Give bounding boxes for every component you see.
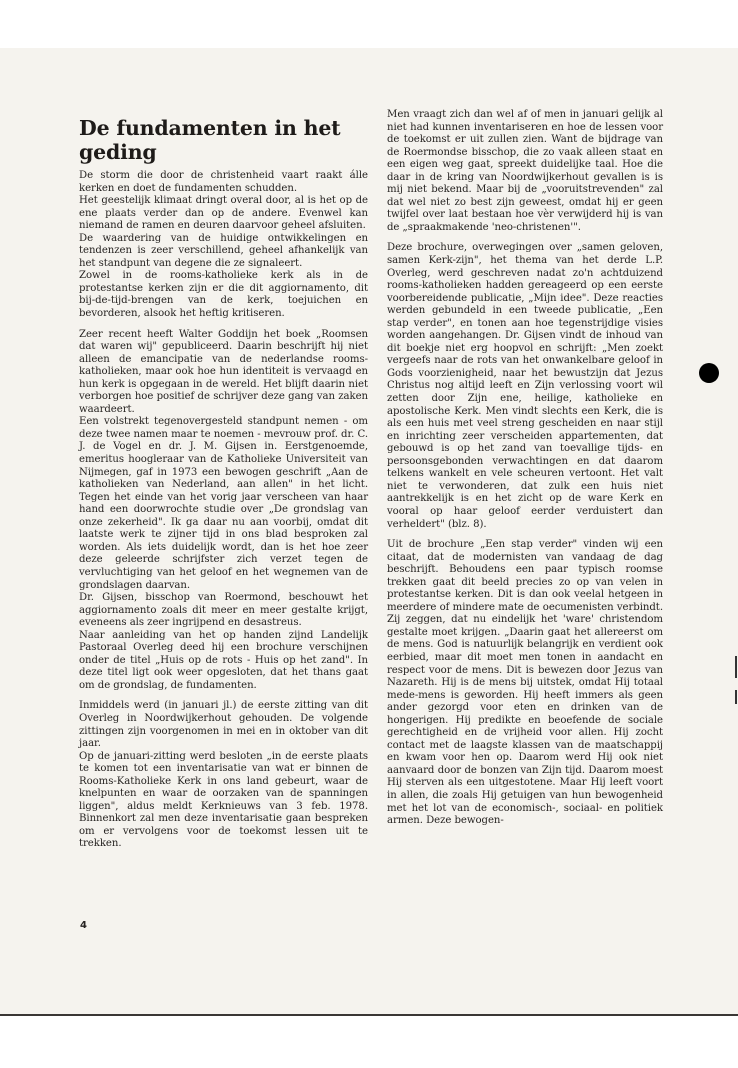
binding-edge-mark xyxy=(735,656,737,678)
paragraph: Inmiddels werd (in januari jl.) de eerste zitting van dit Overleg in Noordwijkerhout gehouden. De volgende zittingen zijn voorgenomen in mei en in oktober van dit jaar. xyxy=(79,700,368,750)
left-column xyxy=(79,112,368,851)
paragraph: Men vraagt zich dan wel af of men in januari gelijk al niet had kunnen inventariseren en hoe de lessen voor de toekomst er uit zullen zien. Want de bijdrage van de Roermondse bisschop, die zo vaak alleen staat en een eigen weg gaat, spreekt duidelijke taal. Hoe die daar in de kring van Noordwijkerhout gevallen is is mij niet bekend. Maar bij de „vooruitstrevenden" zal dat wel niet zo best zijn geweest, omdat hij er geen twijfel over laat bestaan hoe vèr verwijderd hij is van de „spraakmakende 'neo-christenen'". xyxy=(387,109,663,233)
paragraph: Op de januari-zitting werd besloten „in de eerste plaats te komen tot een inventarisatie van wat er binnen de Rooms-Katholieke Kerk in ons land gebeurt, waar de knelpunten en waar de oorzaken van de spanningen liggen", aldus meldt Kerknieuws van 3 feb. 1978. Binnenkort zal men deze inventarisatie gaan bespreken om er vervolgens voor de toekomst lessen uit te trekken. xyxy=(79,750,368,850)
paragraph: Het geestelijk klimaat dringt overal door, al is het op de ene plaats verder dan op de andere. Evenwel kan niemand de ramen en deuren daarvoor geheel afsluiten. xyxy=(79,195,368,232)
right-column xyxy=(387,109,663,828)
paragraph: Dr. Gijsen, bisschop van Roermond, beschouwt het aggiornamento zoals dit meer en meer gestalte krijgt, eveneens als zeer ingrijpend en desastreus. xyxy=(79,592,368,629)
paragraph: Uit de brochure „Een stap verder" vinden wij een citaat, dat de modernisten van vandaag de dag beschrijft. Behoudens een paar typisch roomse trekken gaat dit beeld precies zo op van velen in protestantse kerken. Dit is dan ook veelal hetgeen in meerdere of mindere mate de oecumenisten verbindt. Zij zeggen, dat nu eindelijk het 'ware' christendom gestalte moet krijgen. „Daarin gaat het allereerst om de mens. God is natuurlijk belangrijk en verdient ook eerbied, maar dit moet men tonen in aandacht en respect voor de mens. Dit is bewezen door Jezus van Nazareth. Hij is de mens bij uitstek, omdat Hij totaal mede-mens is geworden. Hij heeft immers als geen ander gezorgd voor eten en drinken van de hongerigen. Hij predikte en beoefende de sociale gerechtigheid en de vrijheid voor allen. Hij zocht contact met de laagste klassen van de maatschappij en kwam voor hen op. Daarom werd Hij ook niet aanvaard door de bonzen van Zijn tijd. Daarom moest Hij sterven als een uitgestotene. Maar Hij leeft voort in allen, die zoals Hij getuigen van hun bewogenheid met het lot van de economisch-, sociaal- en politiek armen. Deze bewogen- xyxy=(387,539,663,827)
binding-edge-mark xyxy=(735,690,737,704)
paragraph: Deze brochure, overwegingen over „samen geloven, samen Kerk-zijn", het thema van het derde L.P. Overleg, werd geschreven nadat zo'n achtduizend rooms-katholieken hadden gereageerd op een eerste voorbereidende publicatie, „Mijn idee". Deze reacties werden gebundeld in een tweede publicatie, „Een stap verder", en tonen aan hoe tegenstrijdige visies worden aangehangen. Dr. Gijsen vindt de inhoud van dit boekje niet erg hoopvol en schrijft: „Men zoekt vergeefs naar de rots van het onwankelbare geloof in Gods voorzienigheid, naar het bewustzijn dat Jezus Christus nog altijd leeft en Zijn verlossing voort wil zetten door Zijn ene, heilige, katholieke en apostolische Kerk. Men vindt slechts een Kerk, die is als een huis met veel streng gescheiden en naar stijl en inrichting zeer verscheiden appartementen, dat gebouwd is op het zand van toevallige tijds- en persoonsgebonden verwachtingen en dat daarom telkens wankelt en vele scheuren vertoont. Het valt niet te verwonderen, dat zulk een huis niet aantrekkelijk is en het zicht op de ware Kerk en vooral op haar geloof eerder verduistert dan verheldert" (blz. 8). xyxy=(387,242,663,530)
paragraph: De waardering van de huidige ontwikkelingen en tendenzen is zeer verschillend, geheel afhankelijk van het standpunt van degene die ze signaleert. xyxy=(79,232,368,269)
scan-bottom-margin xyxy=(0,1016,738,1068)
scan-top-margin xyxy=(0,0,738,48)
page-number: 4 xyxy=(80,920,87,931)
paragraph: De storm die door de christenheid vaart raakt álle kerken en doet de fundamenten schudden. xyxy=(79,170,368,194)
paragraph: Zowel in de rooms-katholieke kerk als in de protestantse kerken zijn er die dit aggiornamento, dit bij-de-tijd-brengen van de kerk, toejuichen en bevorderen, alsook het heftig kritiseren. xyxy=(79,270,368,320)
punch-hole-icon xyxy=(699,363,719,383)
paragraph: Een volstrekt tegenovergesteld standpunt nemen - om deze twee namen maar te noemen - mevrouw prof. dr. C. J. de Vogel en dr. J. M. Gijsen in. Eerstgenoemde, emeritus hoogleraar van de Katholieke Universiteit van Nijmegen, gaf in 1973 een bewogen geschrift „Aan de katholieken van Nederland, aan allen" in het licht. Tegen het einde van het vorig jaar verscheen van haar hand een doorwrochte studie over „De grondslag van onze zekerheid". Ik ga daar nu aan voorbij, omdat dit laatste werk te zijner tijd in ons blad besproken zal worden. Als iets duidelijk wordt, dan is het hoe zeer deze geleerde schrijfster zich verzet tegen de vervluchtiging van het geloof en het wegnemen van de grondslagen daarvan. xyxy=(79,416,368,591)
paragraph: Zeer recent heeft Walter Goddijn het boek „Roomsen dat waren wij" gepubliceerd. Daarin beschrijft hij niet alleen de emancipatie van de nederlandse rooms-katholieken, maar ook hoe hun identiteit is vervaagd en hun kerk is opgegaan in de wereld. Het blijft daarin niet verborgen hoe positief de schrijver deze gang van zaken waardeert. xyxy=(79,328,368,415)
paragraph: Naar aanleiding van het op handen zijnd Landelijk Pastoraal Overleg deed hij een brochure verschijnen onder de titel „Huis op de rots - Huis op het zand". In deze titel ligt ook weer opgesloten, dat het thans gaat om de grondslag, de fundamenten. xyxy=(79,629,368,691)
article-title: De fundamenten in het geding xyxy=(79,116,341,164)
